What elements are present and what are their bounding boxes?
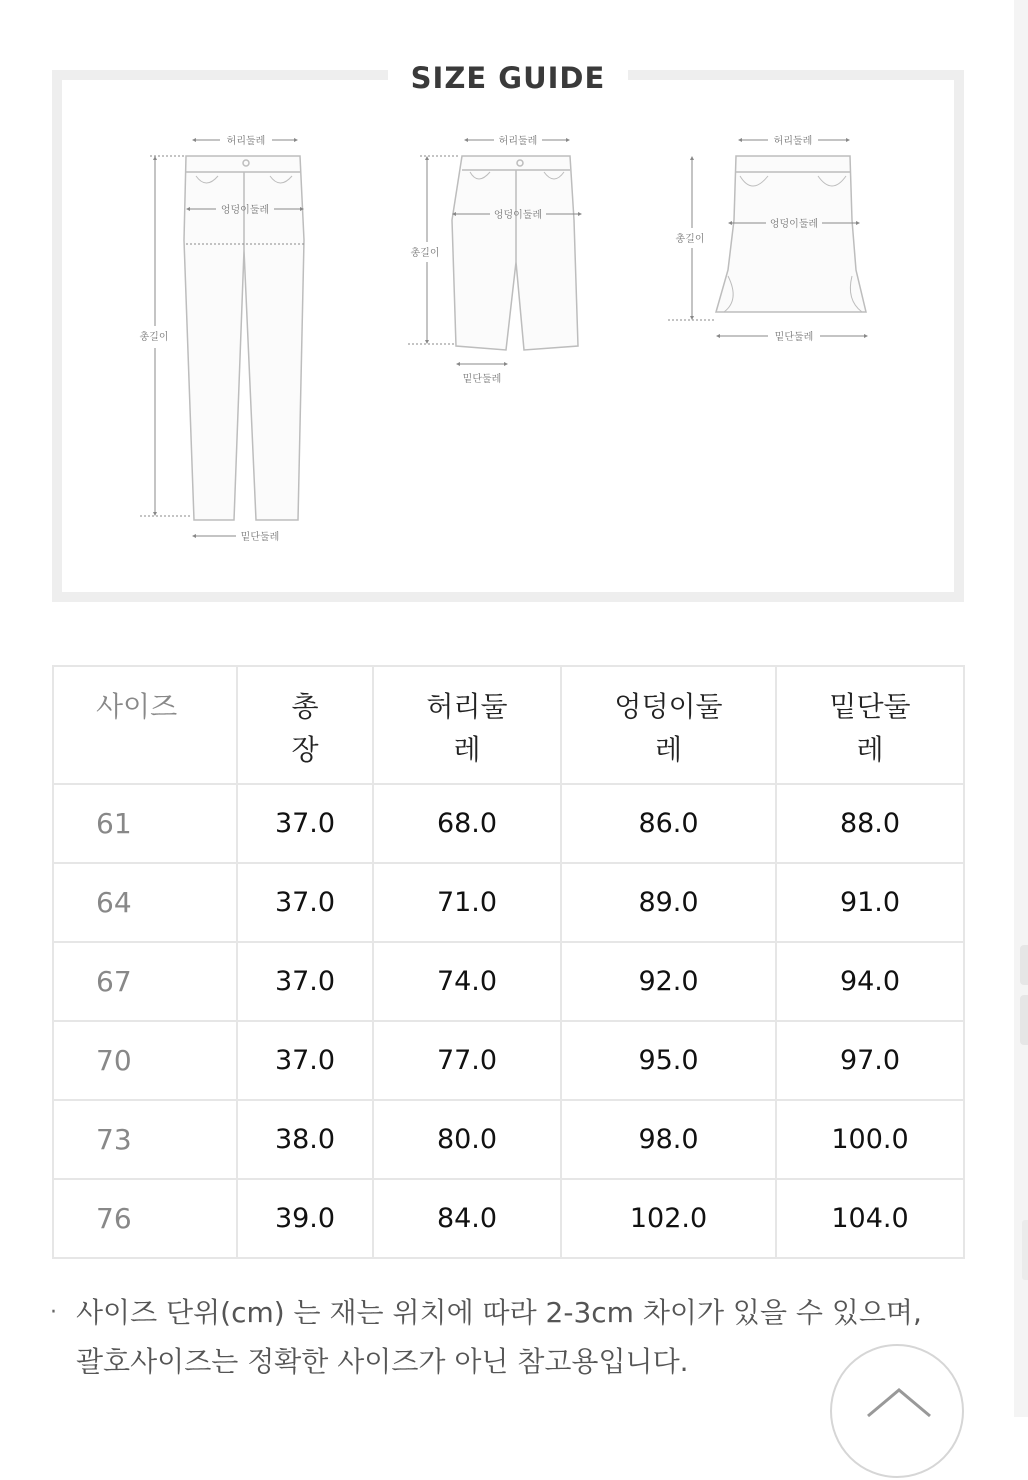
label-hem: 밑단둘레 — [462, 374, 502, 385]
hem-cell: 100.0 — [776, 1100, 964, 1179]
table-row — [53, 1021, 964, 1100]
table-row — [53, 942, 964, 1021]
table-row — [53, 1179, 964, 1258]
length-cell: 37.0 — [237, 863, 373, 942]
label-hem: 밑단둘레 — [774, 332, 814, 343]
table-row — [53, 863, 964, 942]
hem-cell: 104.0 — [776, 1179, 964, 1258]
length-cell: 37.0 — [237, 1021, 373, 1100]
note-line-2: 괄호사이즈는 정확한 사이즈가 아닌 참고용입니다. — [76, 1345, 689, 1378]
scroll-indicator — [1022, 1220, 1028, 1280]
label-waist: 허리둘레 — [498, 136, 538, 147]
hip-cell: 98.0 — [561, 1100, 776, 1179]
shorts-diagram — [452, 156, 578, 350]
waist-cell: 71.0 — [373, 863, 561, 942]
waist-cell: 84.0 — [373, 1179, 561, 1258]
waist-cell: 74.0 — [373, 942, 561, 1021]
scroll-top-button[interactable] — [830, 1344, 964, 1478]
size-cell: 67 — [53, 942, 237, 1021]
hip-cell: 92.0 — [561, 942, 776, 1021]
chevron-up-icon — [832, 1346, 966, 1480]
length-cell: 38.0 — [237, 1100, 373, 1179]
skirt-diagram — [716, 156, 866, 312]
label-waist: 허리둘레 — [773, 136, 813, 147]
hem-cell: 97.0 — [776, 1021, 964, 1100]
size-cell: 64 — [53, 863, 237, 942]
length-cell: 37.0 — [237, 784, 373, 863]
table-row — [53, 1100, 964, 1179]
hip-cell: 89.0 — [561, 863, 776, 942]
size-cell: 76 — [53, 1179, 237, 1258]
header-length: 총 장 — [237, 666, 373, 784]
label-hip: 엉덩이둘레 — [769, 219, 819, 230]
size-cell: 73 — [53, 1100, 237, 1179]
hip-cell: 86.0 — [561, 784, 776, 863]
label-hem: 밑단둘레 — [240, 532, 280, 543]
waist-cell: 77.0 — [373, 1021, 561, 1100]
waist-cell: 80.0 — [373, 1100, 561, 1179]
size-cell: 70 — [53, 1021, 237, 1100]
label-length: 총길이 — [410, 248, 440, 259]
hip-cell: 95.0 — [561, 1021, 776, 1100]
hem-cell: 88.0 — [776, 784, 964, 863]
header-size: 사이즈 — [53, 666, 237, 784]
label-waist: 허리둘레 — [226, 136, 266, 147]
size-guide-title: SIZE GUIDE — [388, 58, 628, 98]
note-line-1: 사이즈 단위(cm) 는 재는 위치에 따라 2-3cm 차이가 있을 수 있으며, — [76, 1296, 922, 1329]
label-length: 총길이 — [675, 234, 705, 245]
length-cell: 39.0 — [237, 1179, 373, 1258]
label-hip: 엉덩이둘레 — [493, 210, 543, 221]
hem-cell: 94.0 — [776, 942, 964, 1021]
header-waist: 허리둘 레 — [373, 666, 561, 784]
waist-cell: 68.0 — [373, 784, 561, 863]
size-cell: 61 — [53, 784, 237, 863]
hem-cell: 91.0 — [776, 863, 964, 942]
header-hem: 밑단둘 레 — [776, 666, 964, 784]
label-hip: 엉덩이둘레 — [220, 205, 270, 216]
label-length: 총길이 — [139, 332, 169, 343]
hip-cell: 102.0 — [561, 1179, 776, 1258]
size-table — [52, 665, 965, 1259]
scroll-indicator — [1020, 995, 1028, 1045]
bullet-icon: · — [50, 1300, 57, 1325]
scroll-indicator — [1020, 945, 1028, 985]
table-header-row — [53, 666, 964, 784]
header-hip: 엉덩이둘 레 — [561, 666, 776, 784]
table-row — [53, 784, 964, 863]
length-cell: 37.0 — [237, 942, 373, 1021]
